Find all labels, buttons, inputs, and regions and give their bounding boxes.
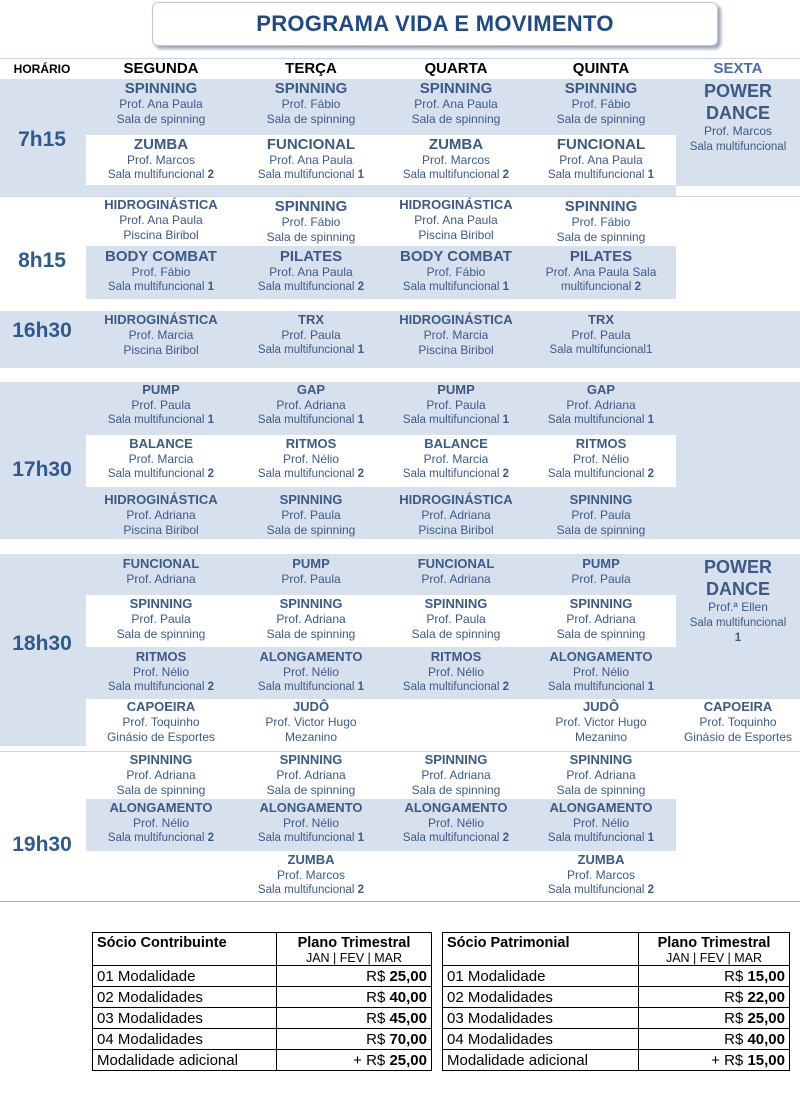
header-quarta: QUARTA — [424, 60, 488, 77]
class-cell: SPINNING Prof. Fábio Sala de spinning — [556, 198, 646, 244]
table-header: Plano Trimestral JAN | FEV | MAR — [639, 933, 790, 966]
class-cell: ZUMBA Prof. Marcos Sala multifuncional 2 — [257, 852, 365, 896]
class-cell: GAP Prof. Adriana Sala multifuncional 1 — [547, 382, 655, 426]
title-box — [152, 2, 718, 46]
class-cell: RITMOS Prof. Nélio Sala multifuncional 2 — [547, 436, 655, 480]
class-cell: BALANCE Prof. Marcia Sala multifuncional 2 — [402, 436, 510, 480]
class-cell: ZUMBA Prof. Marcos Sala multifuncional 2 — [107, 136, 215, 181]
time-8h15: 8h15 — [18, 249, 66, 272]
class-cell: JUDÔ Prof. Victor Hugo Mezanino — [265, 699, 357, 744]
class-cell: HIDROGINÁSTICA Prof. Adriana Piscina Biribol — [104, 492, 218, 537]
class-cell: CAPOEIRA Prof. Toquinho Ginásio de Esportes — [683, 699, 793, 744]
class-cell: BALANCE Prof. Marcia Sala multifuncional 2 — [107, 436, 215, 480]
class-cell: ALONGAMENTO Prof. Nélio Sala multifuncional 1 — [547, 800, 655, 844]
table-row: 02 Modalidades R$ 40,00 — [93, 987, 432, 1008]
class-cell: POWER DANCE Prof. Marcos Sala multifuncional — [689, 81, 787, 153]
class-cell: SPINNING Prof. Fábio Sala de spinning — [556, 80, 646, 126]
table-row: 03 Modalidades R$ 25,00 — [443, 1008, 790, 1029]
table-header: Plano Trimestral JAN | FEV | MAR — [277, 933, 432, 966]
class-cell: CAPOEIRA Prof. Toquinho Ginásio de Esportes — [106, 699, 216, 744]
class-cell: PUMP Prof. Paula Sala multifuncional 1 — [402, 382, 510, 426]
class-cell: BODY COMBAT Prof. Fábio Sala multifuncional 1 — [400, 248, 512, 293]
class-cell: HIDROGINÁSTICA Prof. Marcia Piscina Biribol — [399, 312, 513, 357]
class-cell: RITMOS Prof. Nélio Sala multifuncional 2 — [402, 649, 510, 693]
table-header: Sócio Contribuinte — [93, 933, 277, 966]
class-cell: SPINNING Prof. Fábio Sala de spinning — [266, 198, 356, 244]
class-cell: SPINNING Prof. Paula Sala de spinning — [116, 596, 206, 641]
header-terca: TERÇA — [285, 60, 337, 77]
table-row: Modalidade adicional + R$ 15,00 — [443, 1050, 790, 1071]
class-cell: SPINNING Prof. Adriana Sala de spinning — [116, 752, 206, 797]
class-cell: TRX Prof. Paula Sala multifuncional1 — [549, 312, 653, 356]
class-cell: SPINNING Prof. Paula Sala de spinning — [411, 596, 501, 641]
class-cell: SPINNING Prof. Fábio Sala de spinning — [266, 80, 356, 126]
time-17h30: 17h30 — [12, 458, 72, 481]
time-18h30: 18h30 — [12, 632, 72, 655]
class-cell: HIDROGINÁSTICA Prof. Adriana Piscina Biribol — [399, 492, 513, 537]
class-cell: JUDÔ Prof. Victor Hugo Mezanino — [555, 699, 647, 744]
class-cell: ZUMBA Prof. Marcos Sala multifuncional 2 — [402, 136, 510, 181]
class-cell: SPINNING Prof. Paula Sala de spinning — [556, 492, 646, 537]
class-cell: SPINNING Prof. Ana Paula Sala de spinning — [116, 80, 206, 126]
table-row: 02 Modalidades R$ 22,00 — [443, 987, 790, 1008]
class-cell: SPINNING Prof. Adriana Sala de spinning — [556, 752, 646, 797]
price-table-patrimonial — [442, 932, 790, 1071]
header-rule — [0, 58, 800, 59]
class-cell: PUMP Prof. Paula — [571, 556, 631, 586]
time-7h15: 7h15 — [18, 128, 66, 151]
class-cell: ALONGAMENTO Prof. Nélio Sala multifuncional 1 — [547, 649, 655, 693]
class-cell: PILATES Prof. Ana Paula Sala multifuncional 2 — [257, 248, 365, 293]
row-band — [676, 186, 800, 196]
table-row: 01 Modalidade R$ 15,00 — [443, 966, 790, 987]
class-cell: RITMOS Prof. Nélio Sala multifuncional 2 — [107, 649, 215, 693]
class-cell: ZUMBA Prof. Marcos Sala multifuncional 2 — [547, 852, 655, 896]
time-16h30: 16h30 — [12, 319, 72, 342]
class-cell: FUNCIONAL Prof. Ana Paula Sala multifuncional 1 — [257, 136, 365, 181]
class-cell: FUNCIONAL Prof. Adriana — [417, 556, 495, 586]
class-cell: HIDROGINÁSTICA Prof. Ana Paula Piscina Biribol — [104, 197, 218, 242]
class-cell: GAP Prof. Adriana Sala multifuncional 1 — [257, 382, 365, 426]
header-quinta: QUINTA — [572, 60, 630, 77]
class-cell: ALONGAMENTO Prof. Nélio Sala multifuncional 1 — [257, 649, 365, 693]
class-cell: ALONGAMENTO Prof. Nélio Sala multifuncional 1 — [257, 800, 365, 844]
class-cell: BODY COMBAT Prof. Fábio Sala multifuncional 1 — [105, 248, 217, 293]
class-cell: SPINNING Prof. Ana Paula Sala de spinning — [411, 80, 501, 126]
class-cell: SPINNING Prof. Adriana Sala de spinning — [266, 752, 356, 797]
page-title: PROGRAMA VIDA E MOVIMENTO — [256, 11, 614, 36]
table-row: 04 Modalidades R$ 70,00 — [93, 1029, 432, 1050]
class-cell: SPINNING Prof. Adriana Sala de spinning — [411, 752, 501, 797]
class-cell: SPINNING Prof. Paula Sala de spinning — [266, 492, 356, 537]
class-cell: ALONGAMENTO Prof. Nélio Sala multifuncional 2 — [107, 800, 215, 844]
class-cell: PUMP Prof. Paula — [281, 556, 341, 586]
class-cell: FUNCIONAL Prof. Adriana — [122, 556, 200, 586]
header-segunda: SEGUNDA — [123, 60, 199, 77]
class-cell: RITMOS Prof. Nélio Sala multifuncional 2 — [257, 436, 365, 480]
table-header: Sócio Patrimonial — [443, 933, 639, 966]
header-sexta: SEXTA — [713, 60, 763, 77]
price-table-contribuinte — [92, 932, 432, 1071]
table-row: 04 Modalidades R$ 40,00 — [443, 1029, 790, 1050]
class-cell: PUMP Prof. Paula Sala multifuncional 1 — [107, 382, 215, 426]
table-row: Modalidade adicional + R$ 25,00 — [93, 1050, 432, 1071]
class-cell: ALONGAMENTO Prof. Nélio Sala multifuncional 2 — [402, 800, 510, 844]
class-cell: POWER DANCE Prof.ª Ellen Sala multifuncional 1 — [689, 557, 787, 644]
class-cell: HIDROGINÁSTICA Prof. Marcia Piscina Biribol — [104, 312, 218, 357]
table-row: 03 Modalidades R$ 45,00 — [93, 1008, 432, 1029]
class-cell: PILATES Prof. Ana Paula Sala multifuncional 2 — [545, 248, 657, 293]
class-cell: HIDROGINÁSTICA Prof. Ana Paula Piscina Biribol — [399, 197, 513, 242]
class-cell: FUNCIONAL Prof. Ana Paula Sala multifuncional 1 — [547, 136, 655, 181]
class-cell: SPINNING Prof. Adriana Sala de spinning — [266, 596, 356, 641]
class-cell: TRX Prof. Paula Sala multifuncional 1 — [257, 312, 365, 356]
table-row: 01 Modalidade R$ 25,00 — [93, 966, 432, 987]
header-horario: HORÁRIO — [13, 62, 71, 76]
divider — [0, 901, 800, 902]
class-cell: SPINNING Prof. Adriana Sala de spinning — [556, 596, 646, 641]
time-19h30: 19h30 — [12, 833, 72, 856]
